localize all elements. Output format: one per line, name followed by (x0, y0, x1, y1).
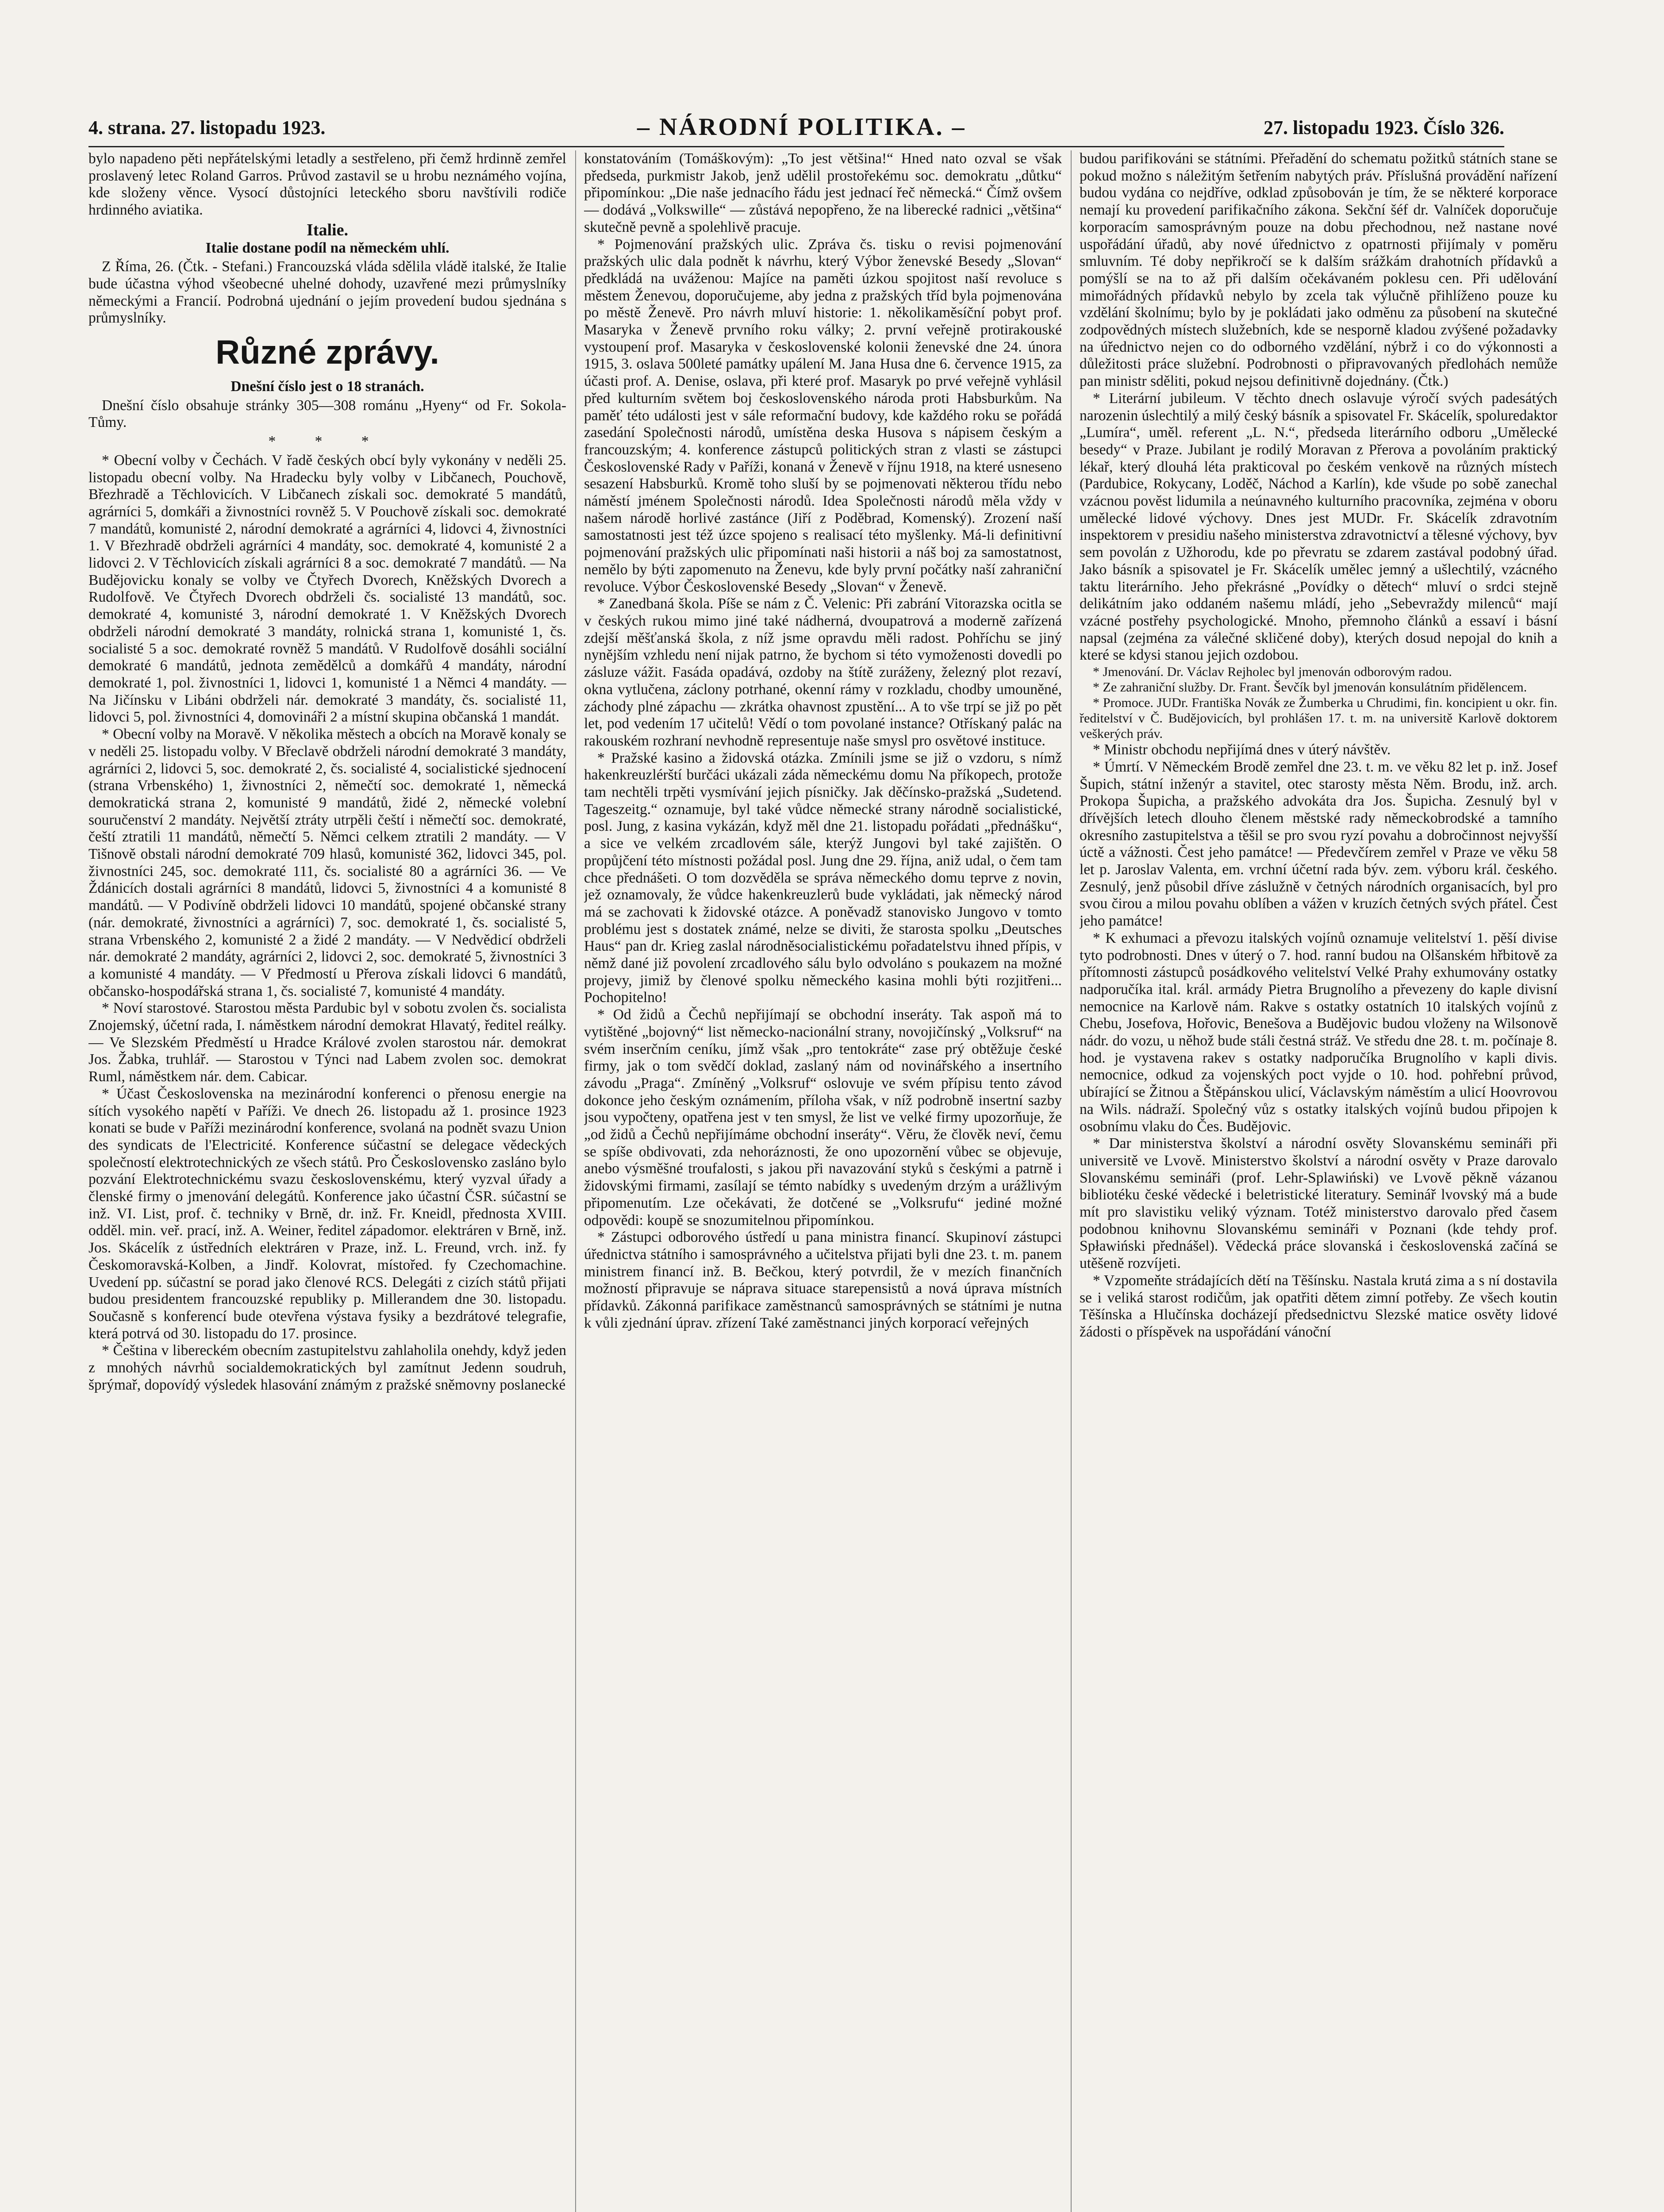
article-zastupci-odboroveho-ustredi: * Zástupci odborového ústředí u pana ministra financí. Skupinoví zástupci úřednictva státního i samosprávného a učitelstva přijati byli dne 23. t. m. panem ministrem financí inž. B. Bečkou, který potvrdil, že v mezích finančních možností připravuje se náprava situace starepensistů a nová úprava místních přídavků. Zákonná parifikace zaměstnanců samosprávných se státními je nutna k vůli zjednání úprav. zřízení Také zaměstnanci jiných korporací veřejných (584, 1229, 1062, 1331)
article-od-zidu-a-cechu: * Od židů a Čechů nepřijímají se obchodní inseráty. Tak aspoň má to vytištěné „bojovný“ list německo-nacionální strany, novojičínský „Volksruf“ na svém inserčním ceníku, jímž však „pro tentokráte“ zase prý obtěžuje české firmy, jak o tom svědčí doklad, zaslaný nám od novinářského a insertního závodu „Praga“. Zmíněný „Volksruf“ oslovuje ve svém přípisu tento závod dokonce jeho českým oznámením, příloha však, v níž podrobně insertní sazby jsou vypočteny, opatřena jest v ten smysl, že list ve velké firmy upozorňuje, že „od židů a Čechů nepřijímáme obchodní inseráty“. Věru, že člověk neví, čemu se spíše obdivovati, zda nehoráznosti, že ono upozornění vůbec se objevuje, anebo výsměšné troufalosti, s jakou při navazování styků s českými a patrně i židovskými firmami, zasílají se témto nabídky s uvedeným drzým a urážlivým připomenutím. Lze očekávati, že dotčené se „Volksrufu“ jediné možné odpovědi: koupě se snozumitelnou připomínkou. (584, 1006, 1062, 1229)
article-pojmenovani-ulic: * Pojmenování pražských ulic. Zpráva čs. tisku o revisi pojmenování pražských ulic dala podnět k návrhu, který Výbor ženevské Besedy „Slovan“ předkládá na uváženou: Majíce na paměti úzkou spojitost naší revoluce s městem Ženevou, doporučujeme, aby jedna z pražských tříd byla pojmenována po městě Ženevě. Pro návrh mluví historie: 1. několikaměsíční pobyt prof. Masaryka v Ženevě prvního roku války; 2. první veřejně protirakouské vystoupení prof. Masaryka v československé kolonii ženevské dne 24. února 1915, 3. oslava 500leté památky upálení M. Jana Husa dne 6. července 1915, za účasti prof. A. Denise, oslava, při které prof. Masaryk po prvé veřejně vyhlásil před kulturním světem boj československého národa proti Habsburkům. Na paměť této události jest v sále reformační budovy, kde každého roku se pořádá zasedání Společnosti národů, umístěna deska Husova s nápisem českým a francouzským; 4. konference zástupců politických stran z vlasti se zástupci Československé Rady v Paříži, konaná v Ženevě v říjnu 1918, na které usneseno sesazení Habsburků. Kromě toho sluší by se pojmenovati některou třídu nebo náměstí jménem Společnosti národů. Idea Společnosti národů měla vždy v našem národě horlivé zastánce (Jiří z Poděbrad, Komenský). Zrození naší samostatnosti jest též úzce spojeno s realisací této myšlenky. Má-li definitivní pojmenování pražských ulic připomínati naši historii a náš boj za samostatnost, nemělo by býti zapomenuto na Ženevu, kde byly první počátky naší zahraniční revoluce. Výbor Československé Besedy „Slovan“ v Ženevě. (584, 236, 1062, 595)
article-volby-cechy: * Obecní volby v Čechách. V řadě českých obcí byly vykonány v neděli 25. listopadu obecní volby. Na Hradecku byly volby v Libčanech, Pouchově, Březhradě a Těchlovicích. V Libčanech získali soc. demokraté 5 mandátů, agrárníci 5, domkáři a živnostníci rovněž 5. V Pouchově získali soc. demokraté 7 mandátů, komunisté 2, národní demokraté a agrárníci 4, lidovci 4, živnostníci 1. V Březhradě obdrželi agrárníci 4 mandáty, soc. demokraté 4, komunisté 2 a lidovci 2. V Těchlovicích získali agrárníci 8 a soc. demokraté 7 mandátů. — Na Budějovicku konaly se volby ve Čtyřech Dvorech, Kněžských Dvorech a Rudolfově. Ve Čtyřech Dvorech obdrželi čs. socialisté 13 mandátů, soc. demokraté 4, komunisté 3, národní demokraté 1. V Kněžských Dvorech obdrželi národní demokraté 3 mandáty, rolnická strana 1, komunisté 1, čs. socialisté 5 a soc. demokraté rovněž 5 mandátů. V Rudolfově dosáhli sociální demokraté 6 mandátů, jednota zemědělců a domkářů 4 mandáty, národní demokraté 1, pol. živnostníci 1, lidovci 1, komunisté 1 a Němci 4 mandáty. — Na Jičínsku v Libáni obdrželi nár. demokraté 3 mandáty, čs. socialisté 11, lidovci 5, pol. živnostníci 4, domovináři 2 a místní skupina občanská 1 mandát. (88, 452, 566, 726)
article-zanedbana-skola: * Zanedbaná škola. Píše se nám z Č. Velenic: Při zabrání Vitorazska ocitla se v českých rukou mimo jiné také nádherná, dvoupatrová a moderně zařízená zdejší měšťanská škola, z níž jsme opravdu měli radost. Pohříchu se jiný nynějším vzhledu není nijak patrno, že bychom si této vymoženosti dovedli po zásluze vážit. Fasáda opadává, ozdoby na štítě zuráženy, železný plot rezaví, okna vytlučena, záclony potrhané, okenní rámy v rozkladu, chodby umouněné, záchody plné zápachu — zkrátka ohavnost zpustění... A to vše trpí se již po pět let, pod vedením 17 učitelů! Vědí o tom povolané instance? Otřískaný palác na rakouském rozhraní nevhodně representuje naše smysl pro osvětové instituce. (584, 595, 1062, 749)
masthead-title: – NÁRODNÍ POLITIKA. – (637, 113, 966, 141)
article-prazske-kasino: * Pražské kasino a židovská otázka. Zmínili jsme se již o vzdoru, s nímž hakenkreuzlérští burčáci ukázali záda německému domu Na příkopech, protože tam nechtěli trpěti vysmívání jejich písničky. Jak děčínsko-pražská „Sudetend. Tageszeitg.“ oznamuje, byl také vůdce německé strany národně socialistické, posl. Jung, z kasina vykázán, když měl dne 21. listopadu pořádati „přednášku“, a sice ve velkém zrcadlovém sále, kterýž Jungovi byl také zajištěn. O propůjčení této místnosti požádal posl. Jung dne 29. října, aniž udal, o čem tam chce přednášeti. O tom dozvěděla se správa německého domu teprve z novin, jež oznamovaly, že vůdce hakenkreuzlerů bude vykládati, jak německý národ má se zachovati k židovské otázce. A poněvadž stanovisko Jungovo v tomto problému jest s dostatek známé, nelze se diviti, že starosta spolku „Deutsches Haus“ pan dr. Krieg zaslal národněsocialistickému pořadatelstvu ihned přípis, v němž dané již povolení zrcadlového sálu bylo odvoláno s poukazem na možné projevy, jimiž by členové spolku německého kasina mohli býti rozjitřeni... Pochopitelno! (584, 749, 1062, 1006)
column-divider-2 (1071, 150, 1072, 2212)
column-3 (1080, 150, 1557, 2212)
section-heading-ruzne-zpravy: Různé zprávy. (215, 334, 439, 372)
article-ucast-konference: * Účast Československa na mezinárodní konferenci o přenosu energie na sítích vysokého napětí v Paříži. Ve dnech 26. listopadu až 1. prosince 1923 konati se bude v Paříži mezinárodní konference, svolaná na podnět svazu Union des syndicats de l'Electricité. Konference súčastní se delegace vědeckých společností elektrotechnických ze všech států. Pro Československo zasláno bylo pozvání Elektrotechnickému svazu československému, který vyzval úřady a členské firmy o jmenování delegátů. Konference jako účastní ČSR. súčastní se inž. VI. List, prof. č. techniky v Brně, dr. inž. Fr. Kneidl, přednosta XVIII. odděl. min. veř. prací, inž. A. Weiner, ředitel západomor. elektráren v Brně, inž. Jos. Skácelík z ústředních elektráren v Praze, inž. L. Freund, vrch. inž. fy Českomoravská-Kolben, a Jindř. Kolovrat, místořed. fy Czechomachine. Uvedení pp. súčastní se porad jako členové RCS. Delegáti z cizích států přijati budou presidentem francouzské republiky p. Millerandem dne 30. listopadu. Současně s konferencí bude otevřena výstava fysiky a bezdrátové telegrafie, která potrvá od 30. listopadu do 17. prosince. (88, 1085, 566, 1342)
article-continuation: budou parifikováni se státními. Přeřadění do schematu požitků státních stane se pokud možno s náležitým šetřením nabytých práv. Příslušná provádění nařízení budou vydána co nejdříve, odklad způsobován je tím, že se některé korporace nemají ku provedení parifikačního zákona. Sekční šéf dr. Valníček doporučuje korporacím samosprávným pouze na dobu přechodnou, než nastane nové uspořádání úřadů, aby nové úřednictvo z opatrnosti přijímaly v poměru smluvním. Té doby nepřikročí se k dalším srážkám drahotních přídavků a pomýšlí se na to až při dalším očekávaném poklesu cen. Při udělování mimořádných přídavků nebylo by zcela tak výlučně přihlíženo pouze ku vzdělání školnímu; bylo by je pokládati jako odměnu za působení na skutečné zodpovědných místech služebních, kde se nesporně kladou zvýšené požadavky na úřednictvo nejen co do odborného vzdělání, nýbrž i co do výkonnosti a důležitosti práce služební. Podrobnosti o připravovaných předlohách nemůže pan ministr sděliti, pokud nejsou definitivně dojednány. (Čtk.) (1080, 150, 1557, 390)
article-ministr-obchodu: * Ministr obchodu nepřijímá dnes v úterý návštěv. (1093, 741, 1391, 758)
headline-italie-uhli: Italie dostane podíl na německém uhlí. (205, 239, 450, 256)
header-date-left: 4. strana. 27. listopadu 1923. (88, 117, 326, 138)
article-promoce: * Promoce. JUDr. Františka Novák ze Žumberka u Chrudimi, fin. koncipient u okr. fin. ředitelství v Č. Budějovicích, byl prohlášen 17. t. m. na universitě Karlově doktorem veškerých práv. (1080, 695, 1557, 741)
article-literarni-jubileum: * Literární jubileum. V těchto dnech oslavuje výročí svých padesátých narozenin úslechtilý a milý český básník a spisovatel Fr. Skácelík, spoluredaktor „Lumíra“, uměl. referent „L. N.“, předseda literárního odboru „Umělecké besedy“ v Praze. Jubilant je rodilý Moravan z Přerova a povoláním praktický lékař, který dlouhá léta prakticoval po českém venkově na různých místech (Pardubice, Rokycany, Loděč, Náchod a Karlín), kde všude po sobě zanechal vzácnou pověst lidumila a neúnavného kulturního pracovníka, zejména v oboru umělecké lidové výchovy. Dnes jest MUDr. Fr. Skácelík zdravotním inspektorem v presidiu našeho ministerstva zdravotnictví a tělesné výchovy, byv sem povolán z Užhorodu, kde po převratu se zdarem zastával podobný úřad. Jako básník a spisovatel je Fr. Skácelík umělec jemný a ušlechtilý, vzácného taktu literárního. Jeho překrásné „Povídky o dětech“ mluví o srdci stejně delikátním jako oddaném našemu mládí, jeho „Sebevraždy milenců“ mají vzácné postřehy psychologické. Mnoho, přemnoho článků a essaví i básní napsal (zejména za válečné skličené doby), kterých dosud nepojal do knih a které se kdysi stanou jejich ozdobou. (1080, 390, 1557, 664)
headline-dnesni-cislo: Dnešní číslo jest o 18 stranách. (231, 378, 424, 395)
header-rule (88, 146, 1504, 147)
article-novi-starostove: * Noví starostové. Starostou města Pardubic byl v sobotu zvolen čs. socialista Znojemský, účetní rada, I. náměstkem národní demokrat Hlavatý, ředitel reálky. — Ve Slezském Předměstí u Hradce Králové zvolen starostou nár. demokrat Jos. Žabka, truhlář. — Starostou v Týnci nad Labem zvolen soc. demokrat Ruml, náměstkem nár. dem. Cabicar. (88, 1000, 566, 1085)
section-separator-stars: * * * (268, 433, 387, 450)
article-zahranicni-sluzba: * Ze zahraniční služby. Dr. Frant. Ševčík byl jmenován konsulátním přidělencem. (1093, 680, 1527, 695)
article-continuation: bylo napadeno pěti nepřátelskými letadly a sestřeleno, při čemž hrdinně zemřel proslavený letec Roland Garros. Průvod zastavil se u hrobu neznámého vojína, kde složeny věnce. Vysocí důstojníci leteckého sboru navštívili rodiče hrdinného aviatika. (88, 150, 566, 219)
header-date-issue: 27. listopadu 1923. Číslo 326. (1264, 117, 1504, 138)
section-heading-italie: Italie. (307, 220, 348, 239)
article-jmenovani: * Jmenování. Dr. Václav Rejholec byl jmenován odborovým radou. (1093, 664, 1452, 680)
article-exhumace: * K exhumaci a převozu italských vojínů oznamuje velitelství 1. pěší divise tyto podrobnosti. Dnes v úterý o 7. hod. ranní budou na Olšanském hřbitově za přítomnosti zástupců posádkového velitelství Velké Prahy exhumovány ostatky nadporučíka ital. král. armády Pietra Brugnolího a převezeny do kaple divisní nemocnice na Karlově nám. Rakve s ostatky ostatních 10 italských vojínů z Chebu, Josefova, Hořovic, Benešova a Budějovic budou vloženy na Wilsonově nádr. do vozu, u něhož bude stáli čestná stráž. Ve středu dne 28. t. m. počínaje 8. hod. je vystavena rakev s ostatky nadporučíka Brugnolího v kapli divis. nemocnice, odkud za vojenských poct vyjde o 10. hod. pohřební průvod, ubírající se Žitnou a Štěpánskou ulicí, Václavským náměstím a ulicí Hoovrovou na Wils. nádraží. Společný vůz s ostatky italských vojínů budou připojen k osobnímu vlaku do Čes. Budějovic. (1080, 929, 1557, 1135)
page-header (88, 113, 1504, 144)
article-cestina-liberec: * Čeština v libereckém obecním zastupitelstvu zahlaholila onehdy, když jeden z mnohých návrhů socialdemokratických byl zamítnut Jedenn soudruh, šprýmař, dopovídý výsledek hlasování známým z pražské sněmovny poslanecké (88, 1342, 566, 1393)
article-dar-ministerstva: * Dar ministerstva školství a národní osvěty Slovanskému semináři při universitě ve Lvově. Ministerstvo školství a národní osvěty v Praze darovalo Slovanskému semináři (prof. Lehr-Splawiński) ve Lvově pěkně vázanou bibliotéku české vědecké i beletristické literatury. Seminář lvovský má a bude mít pro slavistiku veliký význam. Totéž ministerstvo darovalo před časem podobnou knihovnu Slovanskému semináři v Poznani (kde tehdy prof. Spławiński přednášel). Vědecká práce slovanská i československá začíná se utěšeně rozvíjeti. (1080, 1135, 1557, 1272)
article-dnesni-cislo: Dnešní číslo obsahuje stránky 305—308 románu „Hyeny“ od Fr. Sokola-Tůmy. (88, 397, 566, 431)
article-volby-morava: * Obecní volby na Moravě. V několika městech a obcích na Moravě konaly se v neděli 25. listopadu volby. V Břeclavě obdrželi národní demokraté 3 mandáty, agrárníci 2, lidovci 5, soc. demokraté 2, čs. socialisté 4, socialistické sjednocení (strana Vrbenského) 1, živnostníci 2, němečtí soc. demokraté 1, německá demokratická strana 2, komunisté 9 mandátů, židé 2, německé volební souručenství 2 mandáty. Největší ztráty utrpěli čeští i němečtí soc. demokraté, čeští ztratili 11 mandátů, němečtí 5. Němci celkem ztratili 2 mandáty. — V Tišnově obstali národní demokraté 709 hlasů, komunisté 362, lidovci 345, pol. živnostníci 245, soc. demokraté 111, čs. socialisté 80 a agrárníci 36. — Ve Ždánicích dostali agrárníci 8 mandátů, lidovci 5, živnostníci 4 a komunisté 8 mandátů. — V Podivíně obdrželi lidovci 10 mandátů, spojené občanské strany (nár. demokraté, živnostníci a agrárníci) 7, soc. demokraté 1, čs. socialisté 5, strana Vrbenského 2, komunisté 2 a židé 2 mandáty. — V Nedvědicí obdrželi nár. demokraté 2 mandáty, agrárníci 2, lidovci 2, soc. demokraté 5, živnostníci 3 a komunisté 4 mandáty. — V Předmostí u Přerova získali lidovci 6 mandátů, občansko-hospodářská strana 1, čs. socialisté 7, komunisté 4 mandáty. (88, 726, 566, 999)
column-1 (88, 150, 566, 2212)
column-divider-1 (575, 150, 576, 2212)
article-continuation: konstatováním (Tomáškovým): „To jest většina!“ Hned nato ozval se však předseda, purkmistr Jakob, jenž udělil prostořekému soc. demokratu „důtku“ připomínkou: „Die naše jednacího řádu jest jednací řeč německá.“ Čímž ovšem — dodává „Volkswille“ — zůstává nepopřeno, že na liberecké radnici „většina“ skutečně pevně a spolehlivě pracuje. (584, 150, 1062, 235)
article-umrti: * Úmrtí. V Německém Brodě zemřel dne 23. t. m. ve věku 82 let p. inž. Josef Šupich, státní inženýr a stavitel, otec starosty města Něm. Brodu, inž. arch. Prokopa Šupicha, a pražského advokáta dra Jos. Šupicha. Zesnulý byl v dřívějších letech dlouho členem městské rady německobrodské a tamního okresního zastupitelstva a těšil se pro svou ryzí povahu a dobročinnost nejvyšší úctě a vážnosti. Čest jeho památce! — Předevčírem zemřel v Praze ve věku 58 let p. Jaroslav Valenta, em. vrchní účetní rada býv. zem. výboru král. českého. Zesnulý, jenž působil dříve záslužně v četných národních organisacích, byl pro svou čirou a milou povahu oblíben a vážen v kruzích četných svých přátel. Čest jeho památce! (1080, 758, 1557, 929)
column-2 (584, 150, 1062, 2212)
article-italie: Z Říma, 26. (Čtk. - Stefani.) Francouzská vláda sdělila vládě italské, že Italie bude účastna výhod všeobecné uhelné dohody, uzavřené mezi průmyslníky německými a Francií. Podrobná ujednání o jejím provedení budou sjednána s průmyslníky. (88, 258, 566, 326)
article-vzpomente-deti: * Vzpomeňte strádajících dětí na Těšínsku. Nastala krutá zima a s ní dostavila se i veliká starost rodičům, jak opatřiti dětem zimní potřeby. Ze všech koutin Těšínska a Hlučínska docházejí předsednictvu Slezské matice osvěty lidové žádosti o příspěvek na uspořádání vánoční (1080, 1272, 1557, 1340)
